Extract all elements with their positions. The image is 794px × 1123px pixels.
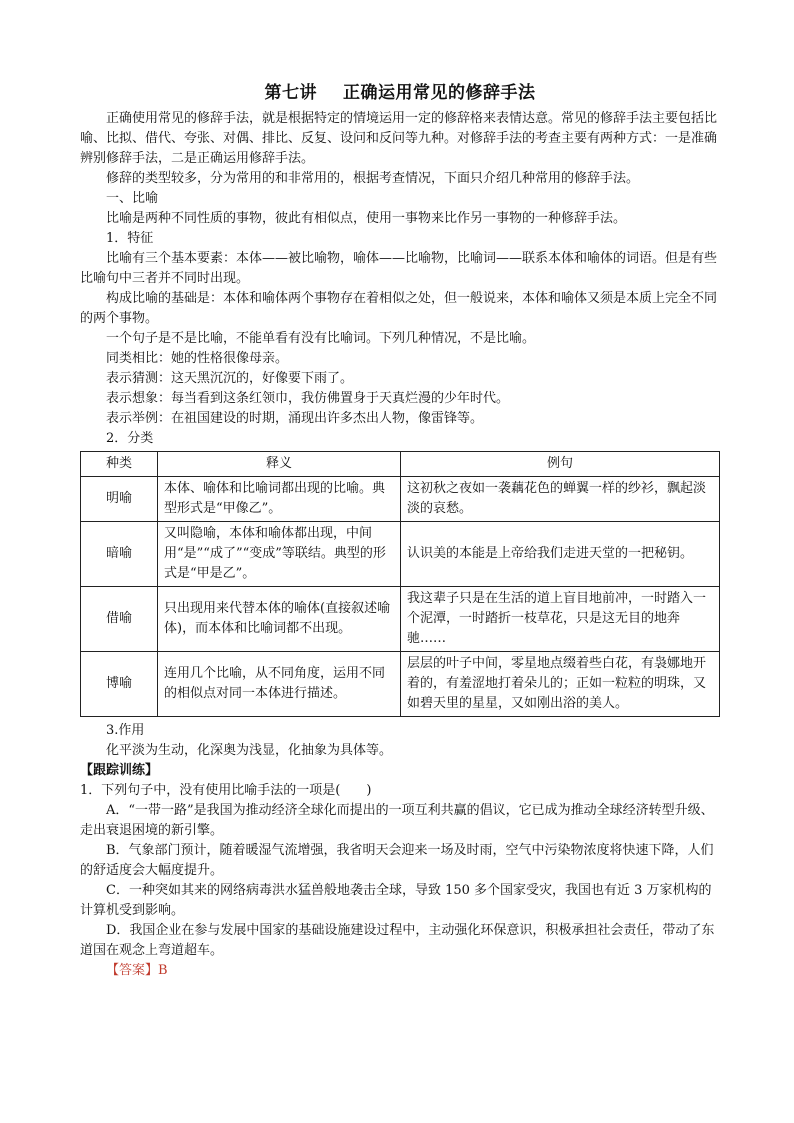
subsection-heading: 1．特征 <box>106 231 154 246</box>
option-d: D．我国企业在参与发展中国家的基础设施建设过程中，主动强化环保意识，积极承担社会责任，带动了东道国在观念上弯道超车。 <box>80 923 715 958</box>
document-page <box>80 70 720 981</box>
subsection-heading: 2．分类 <box>106 431 154 446</box>
table-header-cell: 释义 <box>158 452 401 477</box>
non-metaphor-case: 表示举例：在祖国建设的时期，涌现出许多杰出人物，像雷锋等。 <box>106 411 484 426</box>
section-heading: 一、比喻 <box>106 191 159 206</box>
table-header-cell: 例句 <box>401 452 720 477</box>
metaphor-example: 认识美的本能是上帝给我们走进天堂的一把秘钥。 <box>401 522 720 587</box>
metaphor-example: 这初秋之夜如一袭藕花色的蝉翼一样的纱衫，飘起淡淡的哀愁。 <box>401 477 720 522</box>
option-b: B．气象部门预计，随着暖湿气流增强，我省明天会迎来一场及时雨，空气中污染物浓度将快速下降，人们的舒适度会大幅度提升。 <box>80 843 714 878</box>
metaphor-meaning: 又叫隐喻，本体和喻体都出现，中间用“是”“成了”“变成”等联结。典型的形式是“甲是乙”。 <box>158 522 401 587</box>
table-row <box>81 522 720 587</box>
lecture-topic: 正确运用常见的修辞手法 <box>343 83 536 103</box>
metaphor-meaning: 只出现用来代替本体的喻体(直接叙述喻体)，而本体和比喻词都不出现。 <box>158 587 401 652</box>
table-row <box>81 477 720 522</box>
table-header-row <box>81 452 720 477</box>
metaphor-type: 博喻 <box>81 652 158 717</box>
non-metaphor-case: 表示猜测：这天黑沉沉的，好像要下雨了。 <box>106 371 354 386</box>
metaphor-type: 明喻 <box>81 477 158 522</box>
table-row <box>81 652 720 717</box>
metaphor-example: 层层的叶子中间，零星地点缀着些白花，有袅娜地开着的，有羞涩地打着朵儿的；正如一粒粒的明珠，又如碧天里的星星，又如刚出浴的美人。 <box>401 652 720 717</box>
metaphor-meaning: 连用几个比喻，从不同角度，运用不同的相似点对同一本体进行描述。 <box>158 652 401 717</box>
table-header-cell: 种类 <box>81 452 158 477</box>
table-row <box>81 587 720 652</box>
non-metaphor-case: 同类相比：她的性格很像母亲。 <box>106 351 289 366</box>
question-stem: 1．下列句子中，没有使用比喻手法的一项是( ) <box>80 783 372 798</box>
effect-paragraph: 化平淡为生动，化深奥为浅显，化抽象为具体等。 <box>106 743 393 758</box>
definition-paragraph: 比喻是两种不同性质的事物，彼此有相似点，使用一事物来比作另一事物的一种修辞手法。 <box>106 211 627 226</box>
classification-table <box>80 451 720 717</box>
metaphor-type: 暗喻 <box>81 522 158 587</box>
training-heading: 【跟踪训练】 <box>80 763 159 778</box>
metaphor-meaning: 本体、喻体和比喻词都出现的比喻。典型形式是“甲像乙”。 <box>158 477 401 522</box>
metaphor-example: 我这辈子只是在生活的道上盲目地前冲，一时踏入一个泥潭，一时踏折一枝草花，只是这无目的地奔驰…… <box>401 587 720 652</box>
feature-paragraph: 构成比喻的基础是：本体和喻体两个事物存在着相似之处，但一般说来，本体和喻体又须是本质上完全不同的两个事物。 <box>80 291 718 326</box>
intro-paragraph: 正确使用常见的修辞手法，就是根据特定的情境运用一定的修辞格来表情达意。常见的修辞手法主要包括比喻、比拟、借代、夸张、对偶、排比、反复、设问和反问等九种。对修辞手法的考查主要有两种方式：一是准确辨别修辞手法，二是正确运用修辞手法。 <box>80 111 718 166</box>
lecture-number: 第七讲 <box>264 83 317 103</box>
subsection-heading: 3.作用 <box>106 723 145 738</box>
page-title <box>80 78 720 103</box>
metaphor-type: 借喻 <box>81 587 158 652</box>
non-metaphor-case: 表示想象：每当看到这条红领巾，我仿佛置身于天真烂漫的少年时代。 <box>106 391 510 406</box>
feature-paragraph: 一个句子是不是比喻，不能单看有没有比喻词。下列几种情况，不是比喻。 <box>106 331 536 346</box>
option-a: A．“一带一路”是我国为推动经济全球化而提出的一项互利共赢的倡议，它已成为推动全球经济转型升级、走出衰退困境的新引擎。 <box>80 803 714 838</box>
intro-paragraph: 修辞的类型较多，分为常用的和非常用的，根据考查情况，下面只介绍几种常用的修辞手法。 <box>106 171 640 186</box>
answer-label: 【答案】B <box>106 963 168 978</box>
option-c: C．一种突如其来的网络病毒洪水猛兽般地袭击全球，导致 150 多个国家受灾，我国也有近 3 万家机构的计算机受到影响。 <box>80 883 712 918</box>
feature-paragraph: 比喻有三个基本要素：本体——被比喻物，喻体——比喻物，比喻词——联系本体和喻体的词语。但是有些比喻句中三者并不同时出现。 <box>80 251 718 286</box>
